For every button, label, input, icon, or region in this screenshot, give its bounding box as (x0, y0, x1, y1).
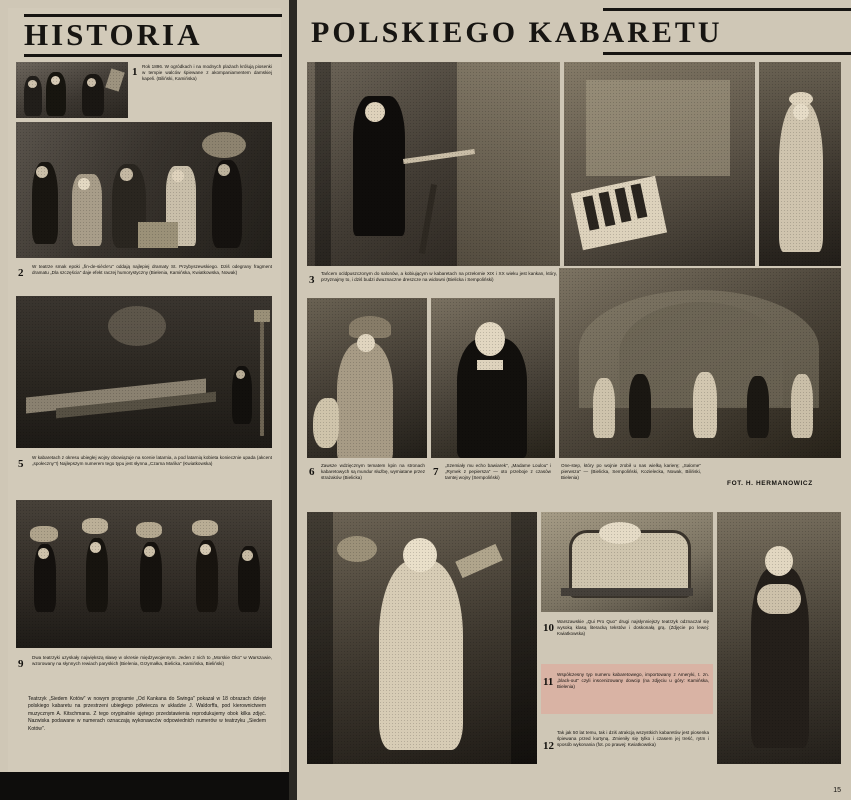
photo-2 (16, 122, 272, 258)
caption-number-12: 12 (543, 740, 554, 752)
masthead-right: POLSKIEGO KABARETU (311, 16, 723, 49)
caption-text-2: W teatrze smak epoki „fin-de-siècle'u" oddają najlepiej dramaty St. Przybyszewskiego. Dziś odegrany fragment dramatu „Dla szczęścia" daje efekt raczej humorystyczny (Bielenia, Kamińska, Kwiatkowska, Nowak) (32, 264, 272, 276)
caption-text-5: W kabaretach z okresu ubiegłej wojny obowiązuje na scenie latarnia, a pod latarnią kobieta koniecznie upada (akcent „społeczny"!) Najlepszym numerem tego typu jest słynna „Czarna Mańka" (Kwiatkowska) (32, 455, 272, 467)
caption-number-5: 5 (18, 458, 24, 470)
photo-4-right (759, 62, 841, 266)
masthead-right-rule-top (603, 8, 851, 11)
page-gutter (289, 0, 297, 800)
photo-12 (717, 512, 841, 764)
masthead-rule-bottom (24, 54, 282, 57)
photo-3 (307, 62, 560, 266)
page-bottom-strip (0, 772, 289, 800)
masthead-right-rule-bottom (603, 52, 851, 55)
left-intro-text: Teatrzyk „Siedem Kotów" w nowym programie „Od Kankana do Swinga" pokazał w 18 obrazach dzieje polskiego kabaretu na przestrzeni ubiegłego półwiecza w układzie J. Waldorffa, pod kierownictwem muzycznym A. Kitschmana. Z tego oryginalnie ujętego przedstawienia reprodukujemy obok kilka zdjęć. Nazwiska podawane w numerach oznaczają wykonawców odpowiednich numerów w teatrzyku „Siedem Kotów". (28, 696, 266, 732)
caption-text-11: Współczesny typ numeru kabaretowego, importowany z Ameryki, t. zn. „black-out" czyli inscenizowany dowcip (na zdjęciu u góry: Kamińska, Bielenia) (557, 672, 709, 690)
masthead-left: HISTORIA (24, 17, 203, 52)
caption-number-1: 1 (132, 66, 138, 78)
photo-9 (16, 500, 272, 648)
photo-1 (16, 62, 128, 118)
photo-7 (431, 298, 555, 458)
caption-text-1: Rok 1896. W ogródkach i na modnych plażach królują piosenki w tempie walców śpiewane z akompaniamentem damskiej kapeli. (Biliński, Kamińska) (142, 64, 272, 82)
caption-text-12: Tak jak 50 lat temu, tak i dziś atrakcją wszystkich kabaretów jest piosenka śpiewana przed kurtyną. Zmieniły się tylko i czasem jej treść, rytm i sposób wykonania (fot. po prawej: Kwiatkowska) (557, 730, 709, 748)
caption-text-7: „Szemiały mu echo bawiarek", „Madame Loulou" i „Rymek z pepiersza" — oto przeboje z czasów tamtej wojny (Sempoliński) (445, 463, 551, 481)
page-number: 15 (833, 787, 841, 794)
caption-text-9: Dwa teatrzyki uzyskały największą sławę w okresie międzywojennym. Jeden z nich to „Morskie Oko" w Warszawie, wzorowany na słynnych rewiach paryskich (Bielenia, Grzymałka, Bielicka, Kamińska, Bieliński) (32, 655, 272, 667)
left-page (0, 0, 289, 800)
photo-8 (559, 268, 841, 458)
photo-4-left (564, 62, 755, 266)
caption-number-6: 6 (309, 466, 315, 478)
caption-text-10: Warszawskie „Qui Pro Quo" drugi najsłynniejszy teatrzyk odznaczał się wysoką klasą literacką tekstów i doskonałą grą. (Zdjęcie po lewej: Kwiatkowska) (557, 619, 709, 637)
photo-6 (307, 298, 427, 458)
caption-number-7: 7 (433, 466, 439, 478)
right-page (297, 0, 851, 800)
caption-number-2: 2 (18, 267, 24, 279)
caption-text-6: Zawsze wdzięcznym tematem kpin na stronach kabaretowych są mundur służbę, wymiatane przez strażaków (Bielicka) (321, 463, 425, 481)
photo-credit: FOT. H. HERMANOWICZ (727, 480, 813, 487)
caption-number-11: 11 (543, 676, 554, 688)
photo-5 (16, 296, 272, 448)
photo-dancer (307, 512, 537, 764)
caption-text-8: One-step, który po wojnie zrobił u nas wielką karierę; „Salome" pierwsza" — (Bielicka, Sempoliński, Kozielecka, Nowak, Biliński, Bielenia) (561, 463, 701, 481)
left-page-content (8, 8, 281, 784)
photo-10 (541, 512, 713, 612)
caption-number-9: 9 (18, 658, 24, 670)
caption-number-10: 10 (543, 622, 554, 634)
caption-number-3: 3 (309, 274, 315, 286)
caption-text-3: Tańcem ocldpuszczonym do salonów, a kobiującym w kabaretach na przełomie XIX i XX wieku jest kankan, który, przyznajmy to, i dziś budzi dwuznaczne dreszcze na widowni (Bielicka i Sempoliński) (321, 271, 557, 283)
